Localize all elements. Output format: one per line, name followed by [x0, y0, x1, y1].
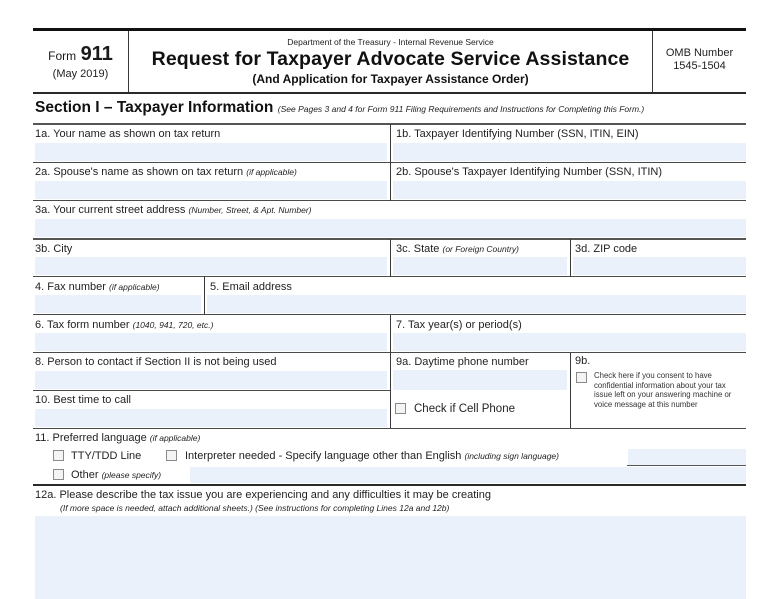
section1-heading: [35, 99, 644, 117]
form-id-block: [33, 31, 128, 91]
col-divider: [570, 353, 571, 428]
field-2a-note: (if applicable): [246, 167, 297, 177]
field-3b-label: 3b. City: [35, 243, 73, 255]
field-2a-label: [35, 166, 297, 178]
field-6-text: 6. Tax form number: [35, 319, 130, 331]
section1-title: Section I – Taxpayer Information: [35, 99, 274, 116]
field-3b-input[interactable]: [35, 257, 387, 275]
field-12a-label: 12a. Please describe the tax issue you are experiencing and any difficulties it may be creating: [35, 489, 491, 501]
field-2a-input[interactable]: [35, 181, 387, 199]
col-divider: [390, 239, 391, 277]
field-4-input[interactable]: [35, 295, 201, 313]
field-10-input[interactable]: [35, 409, 387, 427]
col-divider: [390, 315, 391, 428]
field-1a-input[interactable]: [35, 143, 387, 161]
field-3d-label: 3d. ZIP code: [575, 243, 638, 255]
col-divider: [570, 239, 571, 277]
field-7-input[interactable]: [393, 333, 746, 351]
field-3c-text: 3c. State: [396, 243, 440, 255]
field-11-label: [35, 432, 200, 444]
header-bottom-rule: [33, 92, 746, 94]
row-rule: [33, 428, 746, 429]
field-12a-note: (If more space is needed, attach additional sheets.) (See instructions for completing Lines 12a and 12b): [60, 503, 450, 513]
field-2b-input[interactable]: [393, 181, 746, 199]
field-7-label: 7. Tax year(s) or period(s): [396, 319, 522, 331]
row-rule: [33, 484, 746, 486]
field-3a-text: 3a. Your current street address: [35, 204, 186, 216]
department: Department of the Treasury - Internal Revenue Service: [287, 37, 494, 47]
section1-note: (See Pages 3 and 4 for Form 911 Filing Requirements and Instructions for Completing this Form.): [277, 104, 645, 114]
field-4-label: [35, 281, 160, 293]
cell-phone-label: Check if Cell Phone: [414, 403, 515, 415]
interpreter-text: Interpreter needed - Specify language other than English: [185, 450, 462, 462]
field-9b-label: 9b.: [575, 355, 591, 367]
field-2b-label: 2b. Spouse's Taxpayer Identifying Number (SSN, ITIN): [396, 166, 663, 178]
form-subtitle: (And Application for Taxpayer Assistance Order): [252, 72, 529, 86]
other-language-checkbox[interactable]: [53, 469, 64, 480]
field-3d-input[interactable]: [573, 257, 746, 275]
interpreter-checkbox[interactable]: [166, 450, 177, 461]
form-date: (May 2019): [52, 68, 109, 80]
row-rule: [33, 390, 390, 391]
form-word: Form: [48, 49, 77, 63]
omb-label: OMB Number: [665, 47, 734, 59]
field-3a-label: [35, 204, 311, 216]
other-language-label: [71, 469, 161, 481]
other-language-input[interactable]: [190, 467, 746, 483]
cell-phone-checkbox[interactable]: [395, 403, 406, 414]
field-1b-input[interactable]: [393, 143, 746, 161]
other-text: Other: [71, 469, 99, 481]
field-11-text: 11. Preferred language: [35, 432, 147, 444]
title-block: [129, 31, 652, 91]
omb-block: [653, 47, 746, 73]
field-1b-label: 1b. Taxpayer Identifying Number (SSN, ITIN, EIN): [396, 128, 639, 140]
col-divider: [204, 277, 205, 315]
field-5-input[interactable]: [207, 295, 746, 313]
field-9a-label: 9a. Daytime phone number: [396, 356, 529, 368]
omb-number: 1545-1504: [673, 60, 726, 72]
field-12a-textarea[interactable]: [35, 516, 746, 599]
form-number: 911: [80, 43, 113, 65]
field-6-label: [35, 319, 213, 331]
field-6-note: (1040, 941, 720, etc.): [132, 320, 214, 330]
interpreter-note: (including sign language): [464, 451, 559, 461]
interpreter-label: [185, 450, 559, 462]
field-3a-note: (Number, Street, & Apt. Number): [188, 205, 312, 215]
field-3c-label: [396, 243, 519, 255]
field-4-note: (if applicable): [108, 282, 160, 292]
field-3c-input[interactable]: [393, 257, 567, 275]
field-6-input[interactable]: [35, 333, 387, 351]
field-4-text: 4. Fax number: [35, 281, 106, 293]
field-5-label: 5. Email address: [210, 281, 292, 293]
field-10-label: 10. Best time to call: [35, 394, 131, 406]
col-divider: [390, 124, 391, 201]
other-note: (please specify): [101, 470, 162, 480]
field-3c-note: (or Foreign Country): [442, 244, 520, 254]
field-3a-input[interactable]: [35, 219, 746, 237]
field-11-note: (if applicable): [149, 433, 201, 443]
tty-tdd-label: TTY/TDD Line: [71, 450, 142, 462]
form-title: Request for Taxpayer Advocate Service Assistance: [151, 48, 630, 70]
tty-tdd-checkbox[interactable]: [53, 450, 64, 461]
field-8-label: 8. Person to contact if Section II is not being used: [35, 356, 277, 368]
language-underline: [627, 465, 746, 466]
field-2a-text: 2a. Spouse's name as shown on tax return: [35, 166, 244, 178]
consent-text: Check here if you consent to have confidential information about your tax issue left on your answering machine or voice message at this number: [594, 371, 732, 409]
consent-checkbox[interactable]: [576, 372, 587, 383]
field-9a-input[interactable]: [393, 370, 567, 390]
language-input[interactable]: [628, 449, 746, 465]
field-8-input[interactable]: [35, 371, 387, 389]
field-1a-label: 1a. Your name as shown on tax return: [35, 128, 221, 140]
